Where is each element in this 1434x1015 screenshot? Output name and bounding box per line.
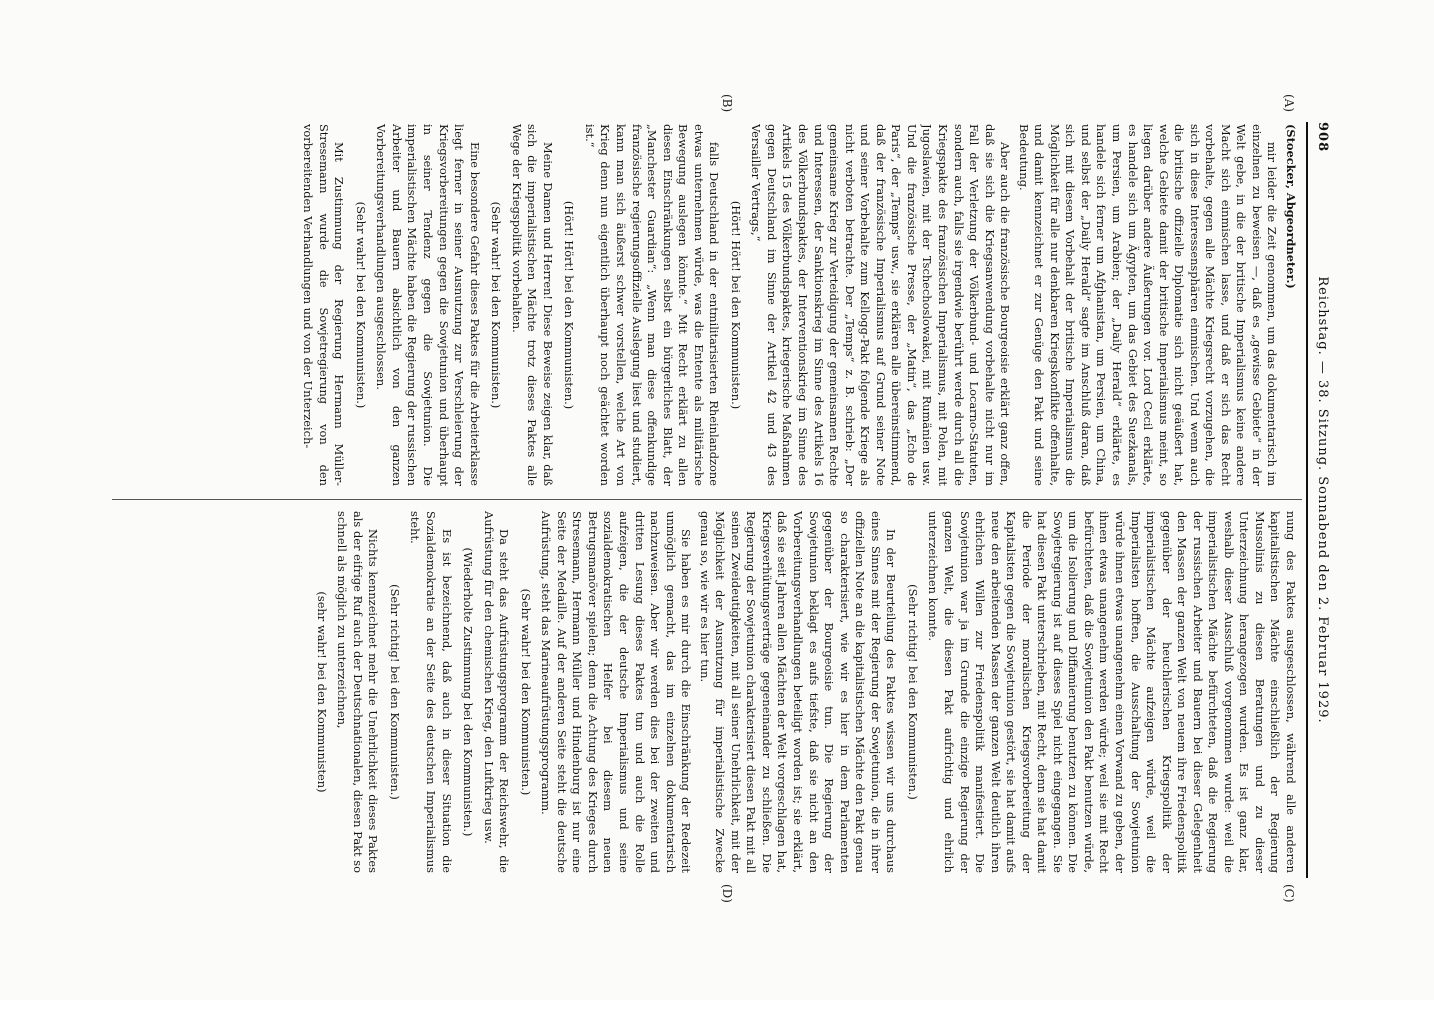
paragraph: In der Beurteilung des Paktes wissen wir uns durchaus eines Sinnes mit der Regierung der Sowjetunion, die in ihrer offiziellen Note an die kapitalistischen Mächte den Pakt genau so charakterisiert, wie wir es hier in dem Parlamenten gegenüber der Bourgeoisie tun. Die Regierung der Sowjetunion beklagt es aufs tiefste, daß sie nicht an den Vorbereitungsverhandlungen beteiligt worden ist; sie erklärt, daß sie seit Jahren allen Mächten der Welt vorgeschlagen hat, Kriegsverhütungsverträge gegeneinander zu schließen. Die Regierung der Sowjetunion charakterisiert diesen Pakt mit all seinen Zweideutigkeiten, mit all seiner Unehrlichkeit, mit der Möglichkeit der Ausnutzung für imperialistische Zwecke genau so, wie wir es hier tun. (697, 511, 899, 873)
interjection: (Hört! Hört! bei den Kommunisten.) (728, 200, 743, 410)
column-divider (112, 499, 1302, 500)
interjection: (Sehr wahr! bei den Kommunisten.) (353, 201, 368, 409)
interjection: (Hört! Hört! bei den Kommunisten.) (562, 200, 577, 410)
paragraph: Es ist bezeichnend, daß auch in dieser Situation die Sozialdemokratie an der Seite des deutschen Imperialismus steht. (408, 511, 454, 873)
running-title: Reichstag. — 38. Sitzung. Sonnabend den 2. Februar 1929. (1315, 276, 1330, 724)
paragraph: mir leider die Zeit genommen, um das dokumentarisch im einzelnen zu beweisen —, daß es „gewisse Gebiete“ in der Welt gebe, in die der britische Imperialismus keine andere Macht sich einmischen lasse, und daß er sich das Recht vorbehalte, gegen alle Mächte Kriegsrecht vorzugehen, die sich in diese Interessensphären einmischen. Und wenn auch die britische offizielle Diplomatie sich nicht geäußert hat, welche Gebiete damit der britische Imperialismus meint, so liegen darüber andere Äußerungen vor. Lord Cecil erklärte, es handele sich um Ägypten, um das Gebiet des Suezkanals, um Persien, um Arabien; der „Daily Herald“ erklärte, es handele sich ferner um Afghanistan, um Persien, um China, und selbst der „Daily Herald“ sagte im Anschluß daran, daß sich mit diesem Vorbehalt der britische Imperialismus die Möglichkeit für alle nur denkbaren Kriegskonflikte offenhalte, und damit kennzeichnet er zur Genüge den Pakt und seine Bedeutung. (1016, 124, 1280, 486)
paragraph: Nichts kennzeichnet mehr die Unehrlichkeit dieses Paktes als der eifrige Ruf auch der Deutschnationalen, diesen Pakt so schnell als möglich zu unterzeichnen, (335, 511, 381, 873)
paragraph: Mit Zustimmung der Regierung Hermann Müller-Stresemann wurde die Sowjetregierung von den vorbereitenden Verhandlungen und von der Unterzeich- (301, 124, 347, 486)
interjection: (Wiederholte Zustimmung bei den Kommunisten.) (461, 547, 476, 837)
margin-letter-a: (A) (1282, 94, 1296, 113)
left-text-column (114, 124, 1298, 486)
paragraph: nung des Paktes ausgeschlossen, während alle anderen kapitalistischen Mächte einschließlich der Regierung Mussolinis zu diesen Beratungen und zu dieser Unterzeichnung herangezogen wurden. Es ist ganz klar, weshalb dieser Ausschluß vorgenommen wurde: weil die imperialistischen Mächte befürchteten, daß die Regierung der russischen Arbeiter und Bauern bei dieser Gelegenheit den Massen der ganzen Welt von neuem ihre Friedenspolitik gegenüber der heuchlerischen Kriegspolitik der imperialistischen Mächte aufzeigen würde, weil die Imperialisten hofften, die Ausschaltung der Sowjetunion würde ihnen etwas unangenehm einen Vorwand zu geben, der ihnen etwas unangenehm werden würde; weil sie mit Recht befürchteten, daß die Sowjetunion den Pakt benutzen würde, um die Isolierung und Diffamierung benutzen zu können. Die Sowjetregierung ist auf dieses Spiel nicht eingegangen. Sie hat diesen Pakt unterschrieben, mit Recht, denn sie hat damit die Periode der moralischen Kriegsvorbereitung der Kapitalisten gegen die Sowjetunion gestört, sie hat damit aufs neue den arbeitenden Massen der ganzen Welt deutlich ihren ehrlichen Willen zur Friedenspolitik manifestiert. Die Sowjetunion war ja im Grunde die einzige Regierung der ganzen Welt, die diesen Pakt aufrichtig und ehrlich unterzeichnen konnte. (926, 511, 1298, 873)
interjection: (Sehr richtig! bei den Kommunisten.) (387, 584, 402, 800)
interjection: (Sehr wahr! bei den Kommunisten.) (489, 201, 504, 409)
paragraph: Sie haben es mir durch die Einschränkung der Redezeit unmöglich gemacht, das im einzelnen dokumentarisch nachzuweisen. Aber wir werden dies bei der zweiten und dritten Lesung dieses Paktes tun und auch die Rolle aufzeigen, die der deutsche Imperialismus und seine sozialdemokratischen Helfer bei diesem neuen Betrugsmanöver spielen; denn die Achtung des Krieges durch Stresemann, Hermann Müller und Hindenburg ist nur eine Seite der Medaille. Auf der anderen Seite steht die deutsche Aufrüstung, steht das Marineaufrüstungsprogramm. (539, 511, 694, 873)
page-number: 908 (1315, 122, 1330, 153)
interjection: (Sehr richtig! bei den Kommunisten.) (905, 584, 920, 800)
margin-letter-b: (B) (720, 94, 734, 113)
right-text-column (114, 511, 1298, 873)
speaker-label: (Stoecker, Abgeordneter.) (1284, 124, 1298, 289)
margin-letter-d: (D) (720, 884, 734, 903)
header-rule (1306, 122, 1308, 878)
interjection: (sehr wahr! bei den Kommunisten) (314, 591, 329, 793)
page-header (1308, 122, 1334, 878)
interjection: (Sehr wahr! bei den Kommunisten.) (518, 588, 533, 796)
paragraph: Eine besondere Gefahr dieses Paktes für die Arbeiterklasse liegt ferner in seiner Ausnutzung zur Verschleierung der Kriegsvorbereitungen gegen die Sowjetunion und überhaupt in seiner Tendenz gegen die Sowjetunion. Die imperialistischen Mächte haben die Regierung der russischen Arbeiter und Bauern absichtlich von den ganzen Vorbereitungsverhandlungen ausgeschlossen. (374, 124, 482, 486)
paragraph: Da steht das Aufrüstungsprogramm der Reichswehr, die Aufrüstung für den chemischen Krieg, den Luftkrieg usw. (481, 511, 512, 873)
paragraph: Aber auch die französische Bourgeoisie erklärt ganz offen, daß sie sich die Kriegsanwendung vorbehalte nicht nur im Fall der Verletzung der Völkerbund- und Locarno-Statuten, sondern auch, falls sie irgendwie berührt werde durch all die Kriegspakte des französischen Imperialismus, mit Polen, mit Jugoslawien, mit der Tschechoslowakei, mit Rumänien usw. Und die französische Presse, der „Matin“, das „Echo de Paris“, der „Temps“ usw., sie erklären alle übereinstimmend, daß der französische Imperialismus auf Grund seiner Note und seiner Vorbehalte zum Kellogg-Pakt folgende Kriege als nicht verboten betrachte. Der „Temps“ z. B. schrieb: „Der gemeinsame Krieg zur Verteidigung der gemeinsamen Rechte und Interessen, der Sanktionskrieg im Sinne des Artikels 16 des Völkerbundspaktes, der Interventionskrieg im Sinne des Artikels 15 des Völkerbundspaktes, kriegerische Maßnahmen gegen Deutschland im Sinne der Artikel 42 und 43 des Versailler Vertrags,“ (749, 124, 1013, 486)
paragraph: falls Deutschland in der entmilitarisierten Rheinlandzone etwas unternehmen würde, was die Entente als militärische Bewegung auslegen könnte.“ Mit Recht erklärt zu allen diesen Einschränkungen selbst ein bürgerliches Blatt, der „Manchester Guardian“: „Wenn man diese offenkundige französische regierungsoffizielle Auslegung liest und studiert, kann man sich äußerst schwer vorstellen, welche Art von Krieg denn nun eigentlich überhaupt noch geächtet worden ist.“ (582, 124, 722, 486)
margin-letter-c: (C) (1282, 884, 1296, 903)
paragraph: Meine Damen und Herren! Diese Beweise zeigen klar, daß sich die imperialistischen Mächte trotz dieses Paktes alle Wege der Kriegspolitik vorbehalten. (509, 124, 555, 486)
